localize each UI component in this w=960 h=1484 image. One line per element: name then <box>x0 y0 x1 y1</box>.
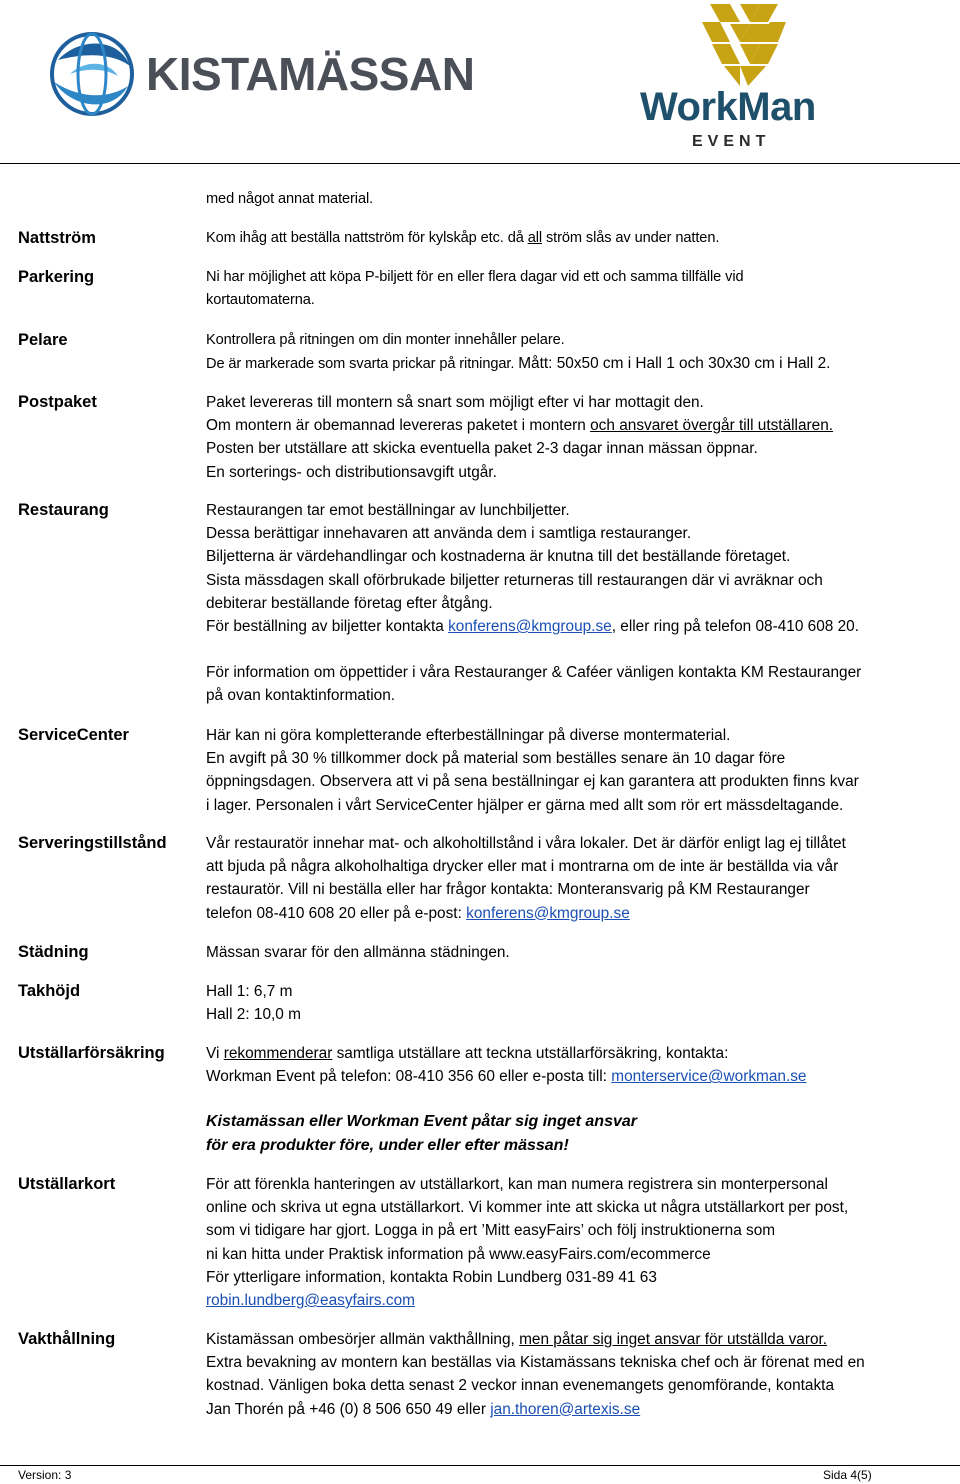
text-line: kortautomaterna. <box>206 292 315 309</box>
text-line: För att förenkla hanteringen av utställarkort, kan man numera registrera sin monterpersonal <box>206 1176 828 1193</box>
text-line: att bjuda på några alkoholhaltiga drycker eller mat i montrarna om de inte är beställda via vår <box>206 858 839 876</box>
text-line: kostnad. Vänligen boka detta senast 2 veckor innan evenemangets genomförande, kontakta <box>206 1377 835 1395</box>
workman-event-logo <box>640 2 840 150</box>
text-line: Paket levereras till montern så snart som möjligt efter vi har mottagit den. <box>206 394 704 411</box>
section-body <box>206 724 951 817</box>
text: telefon 08-410 608 20 eller på e-post: <box>206 904 467 922</box>
text-line: Sista mässdagen skall oförbrukade biljetter returneras till restaurangen där vi avräknar och <box>206 571 823 589</box>
section-body <box>206 227 951 250</box>
text-line: i lager. Personalen i vårt ServiceCenter hjälper er gärna med allt som rör ert mässdeltagande. <box>206 796 844 814</box>
disclaimer-line: Kistamässan eller Workman Event påtar sig inget ansvar <box>206 1113 637 1131</box>
text-line <box>206 1398 951 1421</box>
text-line <box>206 615 951 638</box>
text-line: Biljetterna är värdehandlingar och kostnaderna är knutna till det beställande företaget. <box>206 548 791 566</box>
emphasis-text: men påtar sig inget ansvar för utställda varor. <box>519 1331 828 1348</box>
text-line: Hall 2: 10,0 m <box>206 1006 301 1024</box>
version-label: Version: 3 <box>18 1468 72 1482</box>
text: ström slås av under natten. <box>542 230 720 246</box>
intro-line: med något annat material. <box>206 191 374 207</box>
text-line <box>206 1328 951 1351</box>
kistamassan-wordmark: KISTAMÄSSAN <box>146 48 475 100</box>
email-link[interactable]: monterservice@workman.se <box>611 1068 807 1086</box>
section-label: Utställarförsäkring <box>18 1044 165 1062</box>
text-line <box>206 1042 951 1065</box>
text-line: Mässan svarar för den allmänna städningen. <box>206 944 510 961</box>
section-body <box>206 329 951 376</box>
section-label: Städning <box>18 943 89 961</box>
nattstrom-line <box>206 227 951 250</box>
section-body <box>206 832 951 925</box>
text: Kistamässan ombesörjer allmän vakthållning, <box>206 1331 520 1348</box>
event-wordmark: EVENT <box>692 133 771 150</box>
text-line: För information om öppettider i våra Restauranger & Caféer vänligen kontakta KM Restauranger <box>206 664 862 682</box>
emphasis-text: all <box>527 230 543 246</box>
section-label: Parkering <box>18 268 95 286</box>
text: Kom ihåg att beställa nattström för kylskåp etc. då <box>206 230 528 246</box>
section-label: Serveringstillstånd <box>18 834 167 852</box>
text-line: En sorterings- och distributionsavgift utgår. <box>206 463 497 481</box>
text-line: Vår restauratör innehar mat- och alkoholtillstånd i våra lokaler. Det är därför enligt lag ej tillåtet <box>206 835 846 852</box>
text-line: Ni har möjlighet att köpa P-biljett för en eller flera dagar vid ett och samma tillfälle vid <box>206 269 744 285</box>
disclaimer-line: för era produkter före, under eller efter mässan! <box>206 1136 569 1154</box>
text: samtliga utställare att teckna utställarförsäkring, kontakta: <box>332 1045 729 1062</box>
emphasis-text: rekommenderar <box>223 1045 333 1062</box>
email-link[interactable]: robin.lundberg@easyfairs.com <box>206 1292 415 1310</box>
text-line: Extra bevakning av montern kan beställas via Kistamässans tekniska chef och är förenat med en <box>206 1354 865 1372</box>
text-line <box>206 1289 951 1312</box>
text-line: öppningsdagen. Observera att vi på sena beställningar ej kan garantera att produkten finns kvar <box>206 773 859 791</box>
section-body <box>206 499 951 708</box>
section-body <box>206 980 951 1026</box>
footer-divider <box>0 1465 960 1466</box>
workman-diamond-icon <box>702 4 786 86</box>
text-line: För ytterligare information, kontakta Robin Lundberg 031-89 41 63 <box>206 1268 657 1286</box>
header-divider <box>0 163 960 164</box>
section-label: Restaurang <box>18 501 109 519</box>
text-line <box>206 902 951 925</box>
text-line <box>206 1065 951 1088</box>
text: Mått: 50x50 cm i Hall 1 och 30x30 cm i Hall 2. <box>518 355 831 373</box>
text: Vi <box>206 1045 224 1062</box>
email-link[interactable]: konferens@kmgroup.se <box>466 904 630 922</box>
emphasis-text: och ansvaret övergår till utställaren. <box>590 417 834 435</box>
text-line: ni kan hitta under Praktisk information på www.easyFairs.com/ecommerce <box>206 1245 711 1263</box>
text-line <box>206 414 951 437</box>
section-body <box>206 1328 951 1421</box>
text-line: Dessa berättigar innehavaren att använda dem i samtliga restauranger. <box>206 525 692 543</box>
kistamassan-globe-icon <box>52 34 132 114</box>
text-line: online och skriva ut egna utställarkort. Vi kommer inte att skicka ut några utställarkort per post, <box>206 1199 849 1217</box>
text-line: som vi tidigare har gjort. Logga in på ert ’Mitt easyFairs’ och följ instruktionerna som <box>206 1222 776 1240</box>
workman-wordmark: WorkMan <box>640 85 816 129</box>
text: För beställning av biljetter kontakta <box>206 618 449 636</box>
section-label: ServiceCenter <box>18 726 129 744</box>
section-label: Vakthållning <box>18 1330 116 1348</box>
section-body <box>206 1173 951 1312</box>
text: Workman Event på telefon: 08-410 356 60 eller e-posta till: <box>206 1068 612 1086</box>
text-line: Hall 1: 6,7 m <box>206 983 293 1000</box>
section-body <box>206 1042 951 1157</box>
text-line: Posten ber utställare att skicka eventuella paket 2-3 dagar innan mässan öppnar. <box>206 440 758 458</box>
text-line: Restaurangen tar emot beställningar av lunchbiljetter. <box>206 502 570 519</box>
text-line: debiterar beställande företag efter åtgång. <box>206 594 493 612</box>
kistamassan-logo <box>48 30 488 120</box>
section-label: Postpaket <box>18 393 97 411</box>
text-line: En avgift på 30 % tillkommer dock på material som beställes senare än 10 dagar före <box>206 750 786 768</box>
text-line <box>206 352 951 376</box>
page-number: Sida 4(5) <box>823 1468 872 1482</box>
page-header <box>0 0 960 168</box>
email-link[interactable]: jan.thoren@artexis.se <box>490 1400 641 1418</box>
text: Jan Thorén på +46 (0) 8 506 650 49 eller <box>206 1400 491 1418</box>
section-label: Pelare <box>18 331 68 349</box>
text: , eller ring på telefon 08-410 608 20. <box>611 618 860 636</box>
intro-text <box>206 188 951 211</box>
text-line: restauratör. Vill ni beställa eller har frågor kontakta: Monteransvarig på KM Restauranger <box>206 881 810 899</box>
text-line: Här kan ni göra kompletterande efterbeställningar på diverse montermaterial. <box>206 727 731 744</box>
text-line: på ovan kontaktinformation. <box>206 687 396 705</box>
section-label: Nattström <box>18 229 96 247</box>
section-label: Utställarkort <box>18 1175 116 1193</box>
section-body <box>206 266 951 312</box>
text: Om montern är obemannad levereras paketet i montern <box>206 417 591 435</box>
section-body <box>206 391 951 484</box>
text-line: Kontrollera på ritningen om din monter innehåller pelare. <box>206 332 565 348</box>
email-link[interactable]: konferens@kmgroup.se <box>448 618 612 636</box>
text: De är markerade som svarta prickar på ritningar. <box>206 356 519 373</box>
section-body <box>206 941 951 964</box>
section-label: Takhöjd <box>18 982 81 1000</box>
